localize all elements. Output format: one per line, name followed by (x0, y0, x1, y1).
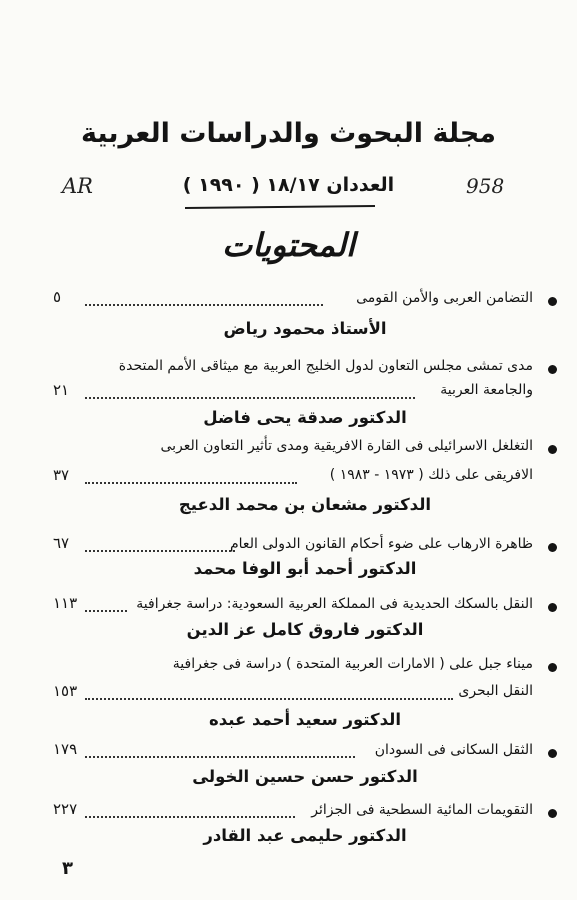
entry-author: الدكتور أحمد أبو الوفا محمد (193, 559, 417, 578)
entry-page-number: ٥ (53, 288, 62, 306)
handwritten-note-left: AR (62, 174, 93, 198)
entry-author: الدكتور حسن حسين الخولى (192, 767, 418, 786)
entry-title-line: الافريقى على ذلك ( ۱۹۷۳ - ۱۹۸۳ ) (329, 467, 533, 483)
entry-author: الدكتور سعيد أحمد عبده (208, 710, 401, 729)
bullet-icon (548, 809, 557, 818)
issue-label: العددان ۱۸/۱۷ ( ۱۹۹۰ ) (182, 174, 395, 196)
entry-author: الدكتور فاروق كامل عز الدين (186, 620, 424, 639)
entry-title-line: ميناء جبل على ( الامارات العربية المتحدة ) دراسة فى جغرافية (172, 656, 533, 672)
leader-dots (85, 756, 355, 758)
bullet-icon (548, 543, 557, 552)
entry-title-line: النقل البحرى (458, 683, 533, 699)
entry-title-line: ظاهرة الارهاب على ضوء أحكام القانون الدولى العام (230, 536, 533, 552)
entry-page-number: ۳۷ (53, 466, 70, 484)
entry-author: الدكتور صدقة يحى فاضل (203, 408, 407, 427)
entry-page-number: ۱۷۹ (53, 740, 78, 758)
entry-title-line: التضامن العربى والأمن القومى (356, 290, 533, 306)
entry-author: الأستاذ محمود رياض (223, 319, 387, 338)
entry-author: الدكتور حليمى عبد القادر (203, 826, 407, 845)
leader-dots (85, 482, 297, 484)
bullet-icon (548, 749, 557, 758)
bullet-icon (548, 365, 557, 374)
bullet-icon (548, 603, 557, 612)
entry-page-number: ۱٥۳ (53, 682, 78, 700)
entry-title-line: النقل بالسكك الحديدية فى المملكة العربية السعودية: دراسة جغرافية (136, 596, 533, 612)
page-number: ۳ (62, 858, 73, 879)
entry-page-number: ۲۱ (53, 381, 70, 399)
entry-title-line: التغلغل الاسرائيلى فى القارة الافريقية ومدى تأثير التعاون العربى (160, 438, 533, 454)
entry-page-number: ۱۱۳ (53, 594, 78, 612)
leader-dots (85, 698, 453, 700)
toc-entry (53, 534, 555, 588)
toc-entry (55, 360, 555, 440)
toc-entry (55, 658, 555, 738)
entry-title-line: والجامعة العربية (440, 382, 533, 398)
entry-title-line: التقويمات المائية السطحية فى الجزائر (311, 802, 533, 818)
handwritten-note-right: 958 (466, 174, 505, 198)
journal-title: مجلة البحوث والدراسات العربية (80, 118, 497, 149)
bullet-icon (548, 445, 557, 454)
leader-dots (85, 610, 127, 612)
toc-entry (53, 800, 555, 854)
leader-dots (85, 304, 323, 306)
contents-heading: المحتويات (222, 226, 355, 264)
bullet-icon (548, 297, 557, 306)
entry-title-line: مدى تمشى مجلس التعاون لدول الخليج العربية مع ميثاقى الأمم المتحدة (118, 358, 533, 374)
leader-dots (85, 816, 295, 818)
issue-underline (185, 205, 375, 209)
leader-dots (85, 397, 415, 399)
entry-page-number: ٦۷ (53, 534, 70, 552)
entry-title-line: الثقل السكانى فى السودان (374, 742, 533, 758)
bullet-icon (548, 663, 557, 672)
toc-entry (53, 288, 555, 352)
toc-entry (53, 594, 555, 648)
toc-entry (53, 740, 555, 794)
toc-entry (55, 440, 555, 520)
leader-dots (85, 550, 235, 552)
entry-author: الدكتور مشعان بن محمد الدعيج (178, 495, 432, 514)
entry-page-number: ۲۲۷ (53, 800, 78, 818)
